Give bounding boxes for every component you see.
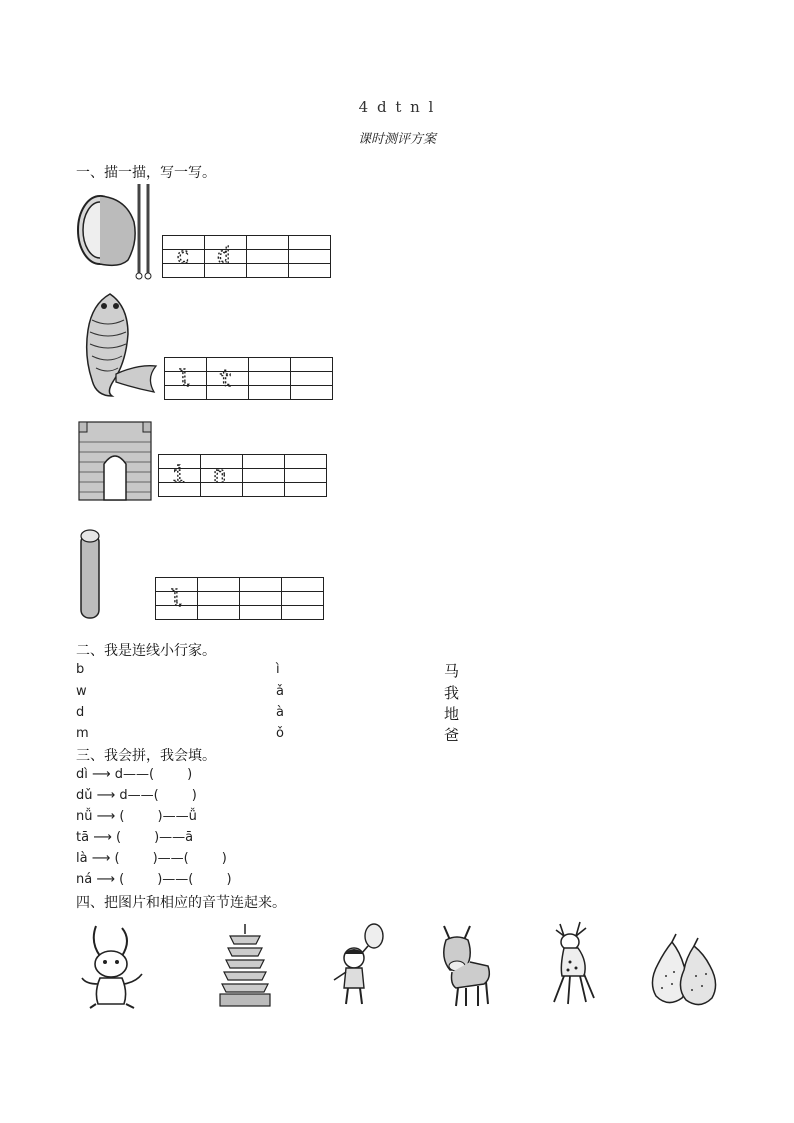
char-wo: 我 <box>444 684 460 702</box>
page-subtitle: 课时测评方案 <box>357 132 436 147</box>
child-badminton-icon <box>326 922 386 1010</box>
gate-icon <box>78 420 152 502</box>
char-di: 地 <box>444 705 460 723</box>
char-ba: 爸 <box>444 726 460 744</box>
trace-letters-d <box>162 235 330 280</box>
section4-heading: 四、把图片和相应的音节连起来。 <box>76 895 286 911</box>
final-a4: à <box>276 705 284 720</box>
initial-m: m <box>76 726 89 741</box>
section1-heading: 一、描一描，写一写。 <box>76 165 216 181</box>
trace-letters-l <box>155 577 323 622</box>
svg-text:n: n <box>213 463 227 488</box>
donkey-icon <box>430 922 496 1010</box>
initial-d: d <box>76 705 85 720</box>
pears-icon <box>646 932 720 1008</box>
pagoda-icon <box>216 922 274 1008</box>
final-o3: ǒ <box>276 726 284 741</box>
svg-text:c: c <box>176 244 190 269</box>
stick-icon <box>78 526 104 624</box>
page-title: 4 d t n l <box>358 98 436 116</box>
drum-icon <box>76 182 156 280</box>
section2-heading: 二、我是连线小行家。 <box>76 643 216 659</box>
svg-text:l: l <box>170 587 184 612</box>
final-a3: ǎ <box>276 684 284 699</box>
deer-icon <box>540 918 600 1010</box>
svg-text:i: i <box>172 463 186 488</box>
char-ma: 马 <box>444 662 460 680</box>
svg-text:l: l <box>178 367 192 392</box>
section3-heading: 三、我会拼，我会填。 <box>76 748 216 764</box>
trace-letters-t <box>164 357 332 402</box>
svg-text:t: t <box>219 367 233 392</box>
fish-icon <box>76 292 158 400</box>
final-i: ì <box>276 662 280 677</box>
fill-line: là ⟶ ( )——( ) <box>76 851 227 866</box>
trace-letters-n <box>158 454 326 499</box>
rabbit-icon <box>76 922 152 1010</box>
initial-b: b <box>76 662 85 677</box>
svg-text:d: d <box>217 244 231 269</box>
fill-line: nǚ ⟶ ( )——ǚ <box>76 809 197 824</box>
fill-line: ná ⟶ ( )——( ) <box>76 872 232 887</box>
fill-line: dǔ ⟶ d——( ) <box>76 788 197 803</box>
initial-w: w <box>76 684 87 699</box>
fill-line: dì ⟶ d——( ) <box>76 767 193 782</box>
fill-line: tā ⟶ ( )——ā <box>76 830 194 845</box>
